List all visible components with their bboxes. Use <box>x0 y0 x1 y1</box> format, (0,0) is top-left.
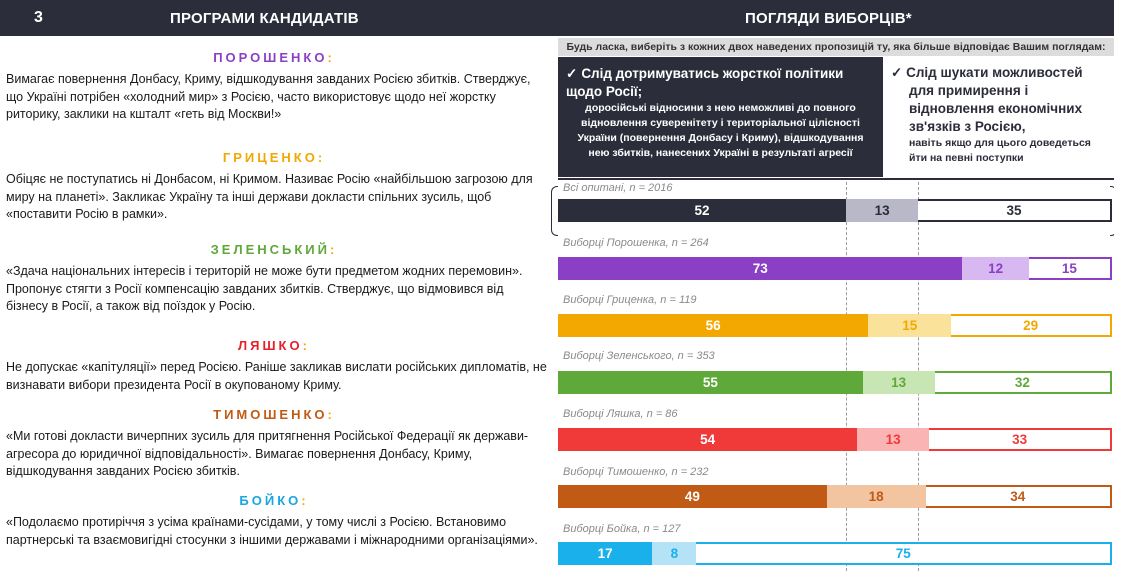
bar-segment-reconcile: 33 <box>929 428 1112 451</box>
stacked-bar <box>558 257 1112 280</box>
voters-views-title: ПОГЛЯДИ ВИБОРЦІВ* <box>745 10 912 27</box>
bar-group-label: Виборці Гриценка, n = 119 <box>563 294 697 306</box>
bar-group-label: Всі опитані, n = 2016 <box>563 182 673 194</box>
candidate-program-text: Обіцяє не поступатись ні Донбасом, ні Кримом. Називає Росію «найбільшою загрозою для миру на планеті». Закликає Україну та інші держави докласти спільних зусиль, щоб «поставити Росію в рамки». <box>6 172 533 221</box>
candidate-block <box>0 50 548 124</box>
candidate-block <box>0 407 548 481</box>
bar-group-label: Виборці Ляшка, n = 86 <box>563 408 678 420</box>
candidate-name <box>0 150 548 165</box>
page-edge <box>1114 0 1122 571</box>
bar-segment-tough: 56 <box>558 314 868 337</box>
bar-segment-reconcile: 29 <box>951 314 1112 337</box>
bar-segment-tough: 52 <box>558 199 846 222</box>
bar-segment-reconcile: 35 <box>918 199 1112 222</box>
option-b-heading: Слід шукати можливостей для примирення і відновлення економічних зв'язків з Росією, <box>906 65 1083 134</box>
candidate-name-colon: : <box>327 50 335 65</box>
candidate-program-text: Вимагає повернення Донбасу, Криму, відшкодування завданих Росією збитків. Стверджує, що Україні потрібен «холодний мир» з Росією, часто використовує щодо неї жорстку риторику, заклики на кшталт «геть від Москви!» <box>6 72 531 121</box>
bar-segment-tough: 73 <box>558 257 962 280</box>
survey-question: Будь ласка, виберіть з кожних двох наведених пропозицій ту, яка більше відповідає Вашим поглядам: <box>558 38 1114 56</box>
header-bar <box>0 0 1114 36</box>
bar-segment-tough: 17 <box>558 542 652 565</box>
bar-segment-undecided: 13 <box>857 428 929 451</box>
candidate-block <box>0 242 548 316</box>
bar-segment-undecided: 13 <box>846 199 918 222</box>
candidate-block <box>0 493 548 549</box>
candidate-name-colon: : <box>317 150 326 165</box>
candidate-name <box>0 242 548 257</box>
total-bracket-left <box>551 186 558 236</box>
option-a-heading: Слід дотримуватись жорсткої політики щодо Росії; <box>566 66 844 99</box>
bar-group-label: Виборці Порошенка, n = 264 <box>563 237 709 249</box>
candidate-name <box>0 493 548 508</box>
stacked-bar <box>558 542 1112 565</box>
check-icon: ✓ <box>891 65 903 80</box>
bar-group-label: Виборці Тимошенко, n = 232 <box>563 466 709 478</box>
candidate-name <box>0 407 548 422</box>
bar-segment-tough: 54 <box>558 428 857 451</box>
option-a-box <box>558 57 883 177</box>
candidate-program-text: «Подолаємо протиріччя з усіма країнами-сусідами, у тому числі з Росією. Встановимо партнерські та взаємовигідні стосунки з іншими державами і міжнародними організаціями». <box>6 515 538 547</box>
candidate-name-text: ЛЯШКО <box>238 338 303 353</box>
bar-segment-undecided: 13 <box>863 371 935 394</box>
option-b-detail: навіть якщо для цього доведеться йти на певні поступки <box>909 137 1091 164</box>
bar-segment-undecided: 18 <box>827 485 926 508</box>
candidate-name-text: ПОРОШЕНКО <box>213 50 328 65</box>
candidate-block <box>0 150 548 224</box>
bar-segment-tough: 55 <box>558 371 863 394</box>
bar-segment-undecided: 15 <box>868 314 951 337</box>
candidate-program-text: Не допускає «капітуляції» перед Росією. Раніше закликав вислати російських дипломатів, не визнавати вибори президента Росії в окупованому Криму. <box>6 360 547 392</box>
bar-segment-reconcile: 32 <box>935 371 1112 394</box>
option-a-detail: доросійські відносини з нею неможливі до повного відновлення суверенітету і територіальної цілісності України (повернення Донбасу і Криму), відшкодування нею збитків, нанесених Україні в результаті агресії <box>577 102 864 159</box>
bar-segment-undecided: 8 <box>652 542 696 565</box>
candidate-name-text: ТИМОШЕНКО <box>213 407 328 422</box>
stacked-bar <box>558 485 1112 508</box>
bar-group-label: Виборці Бойка, n = 127 <box>563 523 681 535</box>
candidate-name <box>0 50 548 65</box>
bar-segment-undecided: 12 <box>962 257 1028 280</box>
option-b-box <box>883 57 1114 177</box>
candidate-name-text: БОЙКО <box>239 493 302 508</box>
candidate-program-text: «Здача національних інтересів і територій не може бути предметом жодних перемовин». Пропонує стягти з Росії компенсацію завданих збитків. Стверджує, що відмовився від бізнесу в Росії, а також від поїздок у Росію. <box>6 264 523 313</box>
bar-segment-tough: 49 <box>558 485 827 508</box>
candidate-block <box>0 338 548 394</box>
candidate-name-text: ЗЕЛЕНСЬКИЙ <box>210 242 330 257</box>
check-icon: ✓ <box>566 66 578 81</box>
stacked-bar <box>558 371 1112 394</box>
candidate-name <box>0 338 548 353</box>
bar-segment-reconcile: 75 <box>696 542 1112 565</box>
candidate-name-colon: : <box>327 407 335 422</box>
divider-line <box>558 178 1114 180</box>
stacked-bar <box>558 428 1112 451</box>
candidate-name-colon: : <box>301 493 309 508</box>
candidates-programs-title: ПРОГРАМИ КАНДИДАТІВ <box>170 10 359 27</box>
bar-segment-reconcile: 15 <box>1029 257 1112 280</box>
section-number: 3 <box>34 9 43 26</box>
stacked-bar <box>558 199 1112 222</box>
stacked-bar <box>558 314 1112 337</box>
bar-group-label: Виборці Зеленського, n = 353 <box>563 350 715 362</box>
candidate-name-text: ГРИЦЕНКО <box>222 150 318 165</box>
candidate-name-colon: : <box>302 338 310 353</box>
bar-segment-reconcile: 34 <box>926 485 1113 508</box>
candidate-name-colon: : <box>330 242 338 257</box>
candidate-program-text: «Ми готові докласти вичерпних зусиль для притягнення Російської Федерації як держави-агресора до юридичної відповідальності». Вимагає повернення Донбасу, Криму, відшкодування завданих Росією збитків. <box>6 429 529 478</box>
